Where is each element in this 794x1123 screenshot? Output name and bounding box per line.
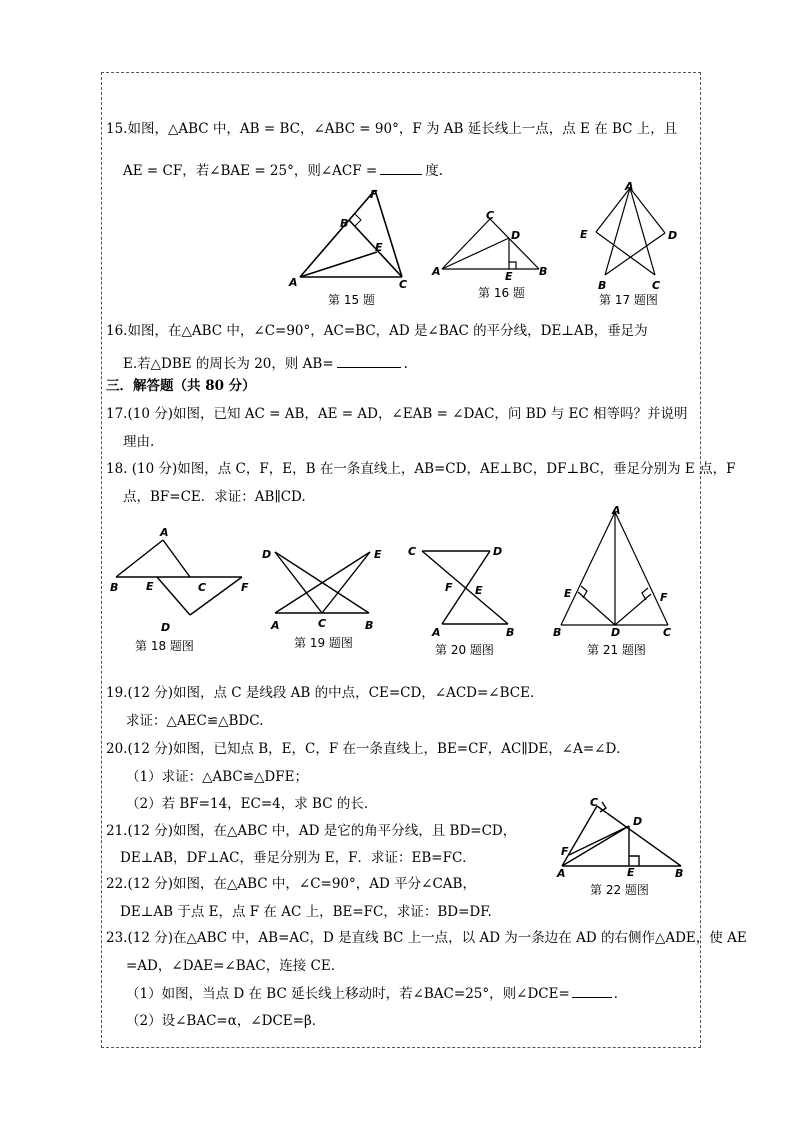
point-label: B [506, 626, 515, 639]
point-label: C [590, 796, 599, 809]
fig16-caption: 第 16 题 [478, 286, 525, 300]
point-label: B [675, 867, 684, 880]
point-label: A [160, 526, 169, 539]
point-label: E [564, 587, 572, 600]
fig15-caption: 第 15 题 [328, 293, 375, 307]
q20-line1: 20.(12 分)如图，已知点 B，E，C，F 在一条直线上，BE=CF，AC∥DE，∠A=∠D． [106, 741, 630, 757]
q22-line2: DE⊥AB 于点 E，点 F 在 AC 上，BE=FC，求证：BD=DF. [120, 904, 492, 920]
figure-18 [108, 520, 268, 635]
figure-16 [432, 205, 557, 285]
point-label: B [340, 217, 349, 230]
point-label: C [399, 278, 408, 291]
figure-19 [262, 540, 392, 635]
q18-line1: 18. (10 分)如图，点 C，F，E，B 在一条直线上，AB=CD，AE⊥BC，DF⊥BC，垂足分别为 E 点，F [106, 461, 736, 477]
point-label: C [198, 581, 207, 594]
point-label: D [668, 229, 678, 242]
q23-line3: （1）如图，当点 D 在 BC 延长线上移动时，若∠BAC=25°，则∠DCE= ． [126, 986, 628, 1002]
answer-blank [337, 355, 401, 368]
q22-line1: 22.(12 分)如图，在△ABC 中，∠C=90°，AD 平分∠CAB， [106, 876, 476, 892]
point-label: C [318, 617, 327, 630]
point-label: A [271, 619, 280, 632]
point-label: A [612, 504, 621, 517]
q20-line3: （2）若 BF=14，EC=4，求 BC 的长． [126, 796, 378, 812]
point-label: B [598, 279, 607, 292]
q15-line2: AE = CF，若∠BAE = 25°，则∠ACF = 度. [123, 163, 444, 179]
fig20-caption: 第 20 题图 [435, 643, 494, 657]
q15-line1: 15.如图，△ABC 中，AB = BC，∠ABC = 90°，F 为 AB 延长线上一点，点 E 在 BC 上，且 [106, 121, 678, 137]
point-label: C [663, 626, 672, 639]
q20-line2: （1）求证：△ABC≌△DFE； [126, 769, 308, 785]
point-label: E [475, 584, 483, 597]
q21-line2: DE⊥AB，DF⊥AC，垂足分别为 E，F．求证：EB=FC． [120, 850, 476, 866]
point-label: B [110, 581, 119, 594]
q19-line1: 19.(12 分)如图，点 C 是线段 AB 的中点，CE=CD，∠ACD=∠BCE． [106, 685, 544, 701]
point-label: E [374, 548, 382, 561]
q16-line1: 16.如图，在△ABC 中，∠C=90°，AC=BC，AD 是∠BAC 的平分线，DE⊥AB，垂足为 [106, 323, 648, 339]
q23-line1: 23.(12 分)在△ABC 中，AB=AC，D 是直线 BC 上一点，以 AD 为一条边在 AD 的右侧作△ADE，使 AE [106, 930, 747, 946]
answer-blank [380, 162, 422, 175]
point-label: E [505, 270, 513, 283]
point-label: B [365, 619, 374, 632]
section-title: 三．解答题（共 80 分） [106, 378, 256, 394]
fig21-caption: 第 21 题图 [587, 643, 646, 657]
q17-line1: 17.(10 分)如图，已知 AC = AB，AE = AD，∠EAB = ∠DAC，问 BD 与 EC 相等吗？并说明 [106, 406, 688, 422]
point-label: F [241, 581, 249, 594]
figure-15 [285, 185, 415, 295]
q16-line2: E.若△DBE 的周长为 20，则 AB= . [123, 356, 408, 372]
point-label: E [375, 241, 383, 254]
fig17-caption: 第 17 题图 [599, 293, 658, 307]
point-label: A [289, 276, 298, 289]
q18-line2: 点，BF=CE．求证：AB∥CD. [123, 489, 306, 505]
q17-line2: 理由. [123, 434, 155, 450]
fig18-caption: 第 18 题图 [135, 639, 194, 653]
fig19-caption: 第 19 题图 [294, 636, 353, 650]
point-label: A [557, 867, 566, 880]
figure-22 [553, 795, 688, 885]
point-label: C [652, 279, 661, 292]
point-label: A [625, 180, 634, 193]
point-label: A [432, 626, 441, 639]
point-label: E [580, 228, 588, 241]
point-label: D [161, 621, 171, 634]
q23-line4: （2）设∠BAC=α，∠DCE=β． [126, 1013, 326, 1029]
point-label: B [553, 626, 562, 639]
point-label: F [561, 845, 569, 858]
figure-20 [402, 538, 527, 638]
q19-line2: 求证：△AEC≌△BDC. [126, 713, 264, 729]
point-label: D [262, 548, 272, 561]
q21-line1: 21.(12 分)如图，在△ABC 中，AD 是它的角平分线，且 BD=CD， [106, 823, 517, 839]
figure-17 [578, 180, 688, 290]
point-label: F [445, 581, 453, 594]
q23-line2: =AD，∠DAE=∠BAC，连接 CE． [126, 958, 345, 974]
point-label: A [432, 265, 441, 278]
point-label: C [486, 209, 495, 222]
point-label: F [370, 188, 378, 201]
point-label: B [539, 265, 548, 278]
point-label: C [408, 545, 417, 558]
point-label: D [611, 626, 621, 639]
point-label: F [660, 591, 668, 604]
point-label: E [146, 580, 154, 593]
answer-blank [572, 985, 612, 998]
point-label: D [511, 229, 521, 242]
point-label: D [633, 815, 643, 828]
figure-21 [552, 502, 682, 642]
point-label: E [627, 866, 635, 879]
fig22-caption: 第 22 题图 [590, 883, 649, 897]
point-label: D [493, 545, 503, 558]
